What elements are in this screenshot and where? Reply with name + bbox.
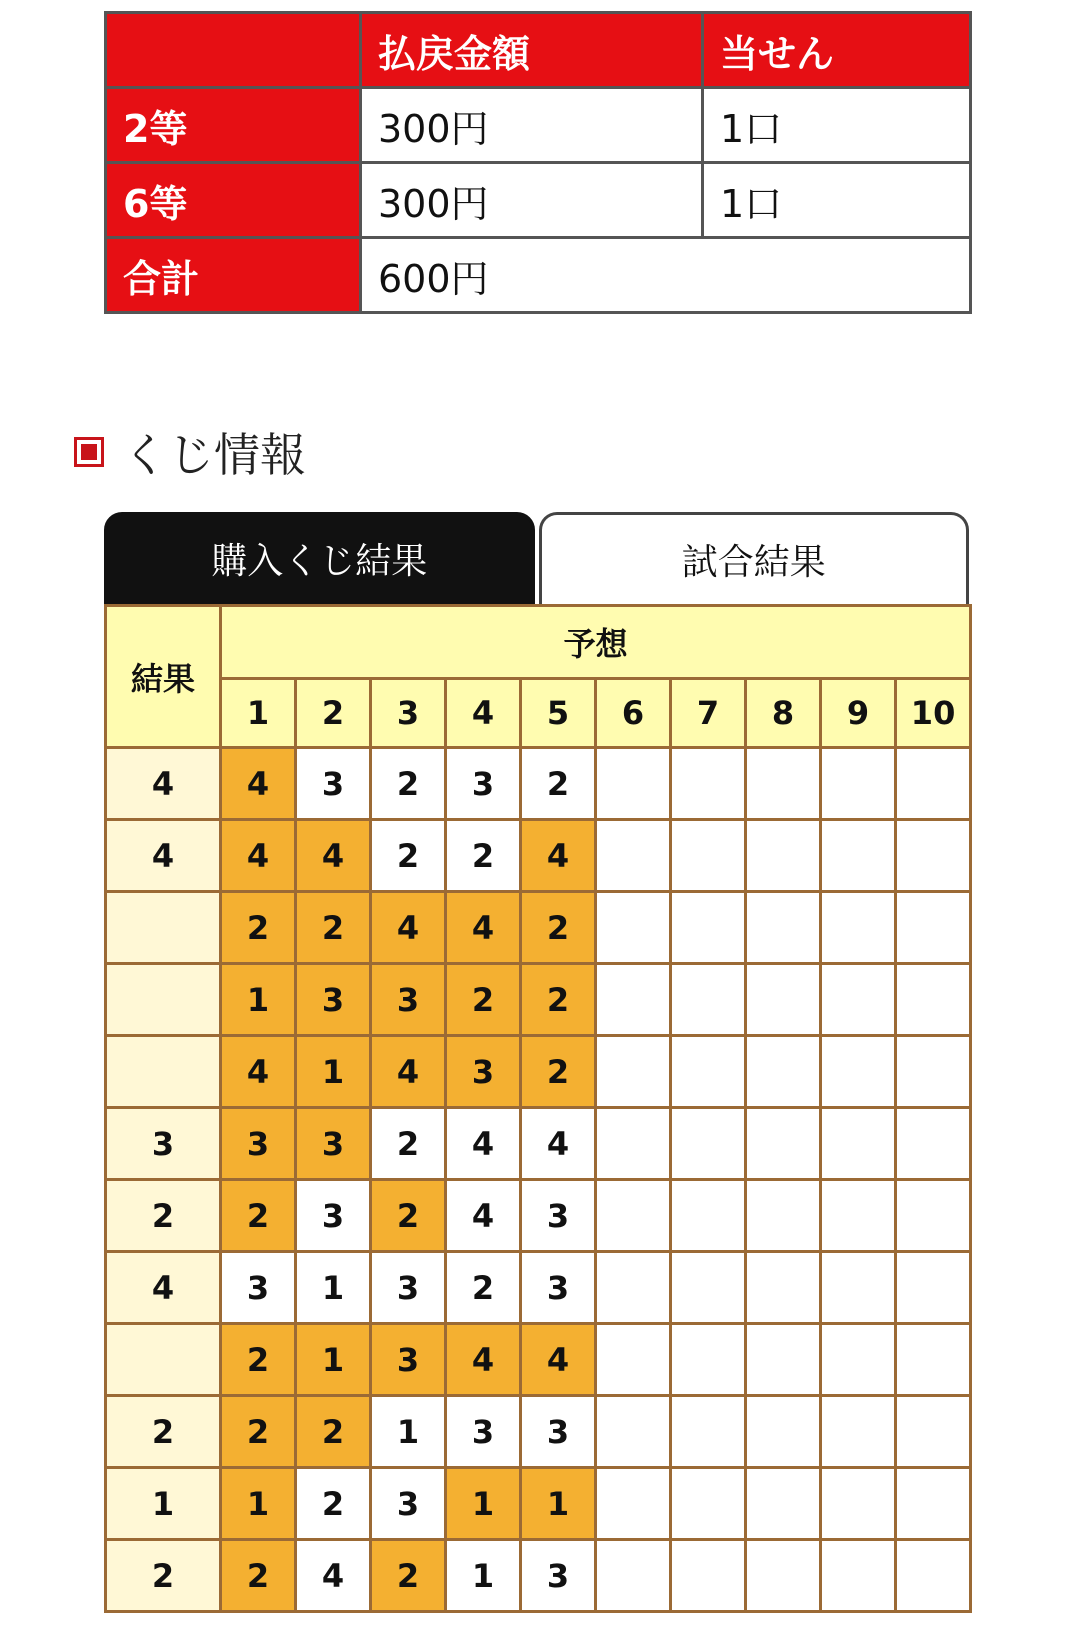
pick-cell: 3 <box>296 1180 371 1252</box>
result-cell <box>106 892 221 964</box>
pick-cell-hit: 3 <box>446 1036 521 1108</box>
pick-cell-hit: 4 <box>446 892 521 964</box>
pick-cell: 3 <box>446 1396 521 1468</box>
grid-row <box>106 1396 971 1468</box>
tab-purchased-results[interactable]: 購入くじ結果 <box>104 512 535 604</box>
empty-cell <box>746 820 821 892</box>
payout-total-row <box>106 238 971 313</box>
empty-cell <box>746 892 821 964</box>
pick-cell: 2 <box>371 820 446 892</box>
payout-row <box>106 163 971 238</box>
empty-cell <box>671 1540 746 1612</box>
pick-cell: 4 <box>446 1108 521 1180</box>
pick-cell: 4 <box>296 1540 371 1612</box>
pick-cell: 3 <box>521 1540 596 1612</box>
pick-cell: 2 <box>521 748 596 820</box>
result-cell: 2 <box>106 1396 221 1468</box>
pick-cell: 2 <box>371 748 446 820</box>
pick-cell-hit: 2 <box>296 1396 371 1468</box>
pick-cell-hit: 2 <box>521 892 596 964</box>
empty-cell <box>821 1540 896 1612</box>
column-number: 6 <box>596 679 671 748</box>
empty-cell <box>746 964 821 1036</box>
empty-cell <box>596 1252 671 1324</box>
empty-cell <box>671 1324 746 1396</box>
pick-cell-hit: 2 <box>221 1540 296 1612</box>
pick-cell: 3 <box>371 1468 446 1540</box>
tab-match-results[interactable]: 試合結果 <box>539 512 970 604</box>
pick-cell-hit: 3 <box>296 964 371 1036</box>
pick-cell-hit: 2 <box>521 1036 596 1108</box>
empty-cell <box>821 820 896 892</box>
pick-cell: 3 <box>296 748 371 820</box>
pick-cell-hit: 2 <box>446 964 521 1036</box>
total-amount: 600円 <box>361 238 971 313</box>
empty-cell <box>596 892 671 964</box>
empty-cell <box>596 1036 671 1108</box>
prediction-header: 予想 <box>221 606 971 679</box>
pick-cell-hit: 4 <box>221 1036 296 1108</box>
empty-cell <box>596 1396 671 1468</box>
pick-cell-hit: 2 <box>371 1180 446 1252</box>
grid-row <box>106 1252 971 1324</box>
pick-cell: 3 <box>521 1180 596 1252</box>
empty-cell <box>596 820 671 892</box>
pick-cell-hit: 2 <box>521 964 596 1036</box>
grid-row <box>106 1324 971 1396</box>
result-cell <box>106 1036 221 1108</box>
pick-cell-hit: 4 <box>221 820 296 892</box>
pick-cell: 2 <box>296 1468 371 1540</box>
empty-cell <box>746 1252 821 1324</box>
column-number: 10 <box>896 679 971 748</box>
pick-cell-hit: 4 <box>296 820 371 892</box>
empty-cell <box>746 1036 821 1108</box>
pick-cell: 3 <box>521 1396 596 1468</box>
payout-header-count: 当せん <box>703 13 971 88</box>
payout-header-amount: 払戻金額 <box>361 13 703 88</box>
pick-cell-hit: 4 <box>521 1324 596 1396</box>
result-cell: 2 <box>106 1540 221 1612</box>
result-tabs <box>104 512 969 604</box>
pick-cell-hit: 2 <box>221 892 296 964</box>
empty-cell <box>746 1108 821 1180</box>
result-cell <box>106 964 221 1036</box>
pick-cell: 3 <box>221 1252 296 1324</box>
pick-cell-hit: 3 <box>296 1108 371 1180</box>
column-number: 4 <box>446 679 521 748</box>
empty-cell <box>671 964 746 1036</box>
payout-header-row <box>106 13 971 88</box>
column-number: 5 <box>521 679 596 748</box>
empty-cell <box>596 748 671 820</box>
grid-header-row <box>106 606 971 679</box>
grid-row <box>106 820 971 892</box>
empty-cell <box>896 1468 971 1540</box>
empty-cell <box>896 820 971 892</box>
empty-cell <box>821 1468 896 1540</box>
pick-cell-hit: 4 <box>371 1036 446 1108</box>
prediction-grid <box>104 604 972 1613</box>
empty-cell <box>671 892 746 964</box>
pick-cell: 1 <box>446 1540 521 1612</box>
empty-cell <box>671 748 746 820</box>
empty-cell <box>821 964 896 1036</box>
column-number: 7 <box>671 679 746 748</box>
pick-cell: 3 <box>446 748 521 820</box>
empty-cell <box>896 1252 971 1324</box>
empty-cell <box>671 1468 746 1540</box>
pick-cell-hit: 4 <box>521 820 596 892</box>
grid-row <box>106 1180 971 1252</box>
empty-cell <box>821 1396 896 1468</box>
empty-cell <box>896 964 971 1036</box>
red-square-icon <box>74 437 104 467</box>
empty-cell <box>746 748 821 820</box>
payout-table <box>104 11 972 314</box>
pick-cell-hit: 4 <box>371 892 446 964</box>
empty-cell <box>896 1540 971 1612</box>
column-number: 3 <box>371 679 446 748</box>
empty-cell <box>821 892 896 964</box>
payout-row <box>106 88 971 163</box>
pick-cell-hit: 4 <box>221 748 296 820</box>
empty-cell <box>896 1324 971 1396</box>
empty-cell <box>671 1036 746 1108</box>
pick-cell-hit: 2 <box>371 1540 446 1612</box>
grid-row <box>106 892 971 964</box>
pick-cell-hit: 3 <box>371 1324 446 1396</box>
empty-cell <box>596 1180 671 1252</box>
grid-row <box>106 1108 971 1180</box>
prize-amount: 300円 <box>361 163 703 238</box>
pick-cell-hit: 1 <box>446 1468 521 1540</box>
empty-cell <box>821 1036 896 1108</box>
prize-count: 1口 <box>703 163 971 238</box>
section-title: くじ情報 <box>122 428 306 482</box>
empty-cell <box>746 1396 821 1468</box>
empty-cell <box>821 1252 896 1324</box>
grid-row <box>106 748 971 820</box>
pick-cell-hit: 1 <box>296 1324 371 1396</box>
empty-cell <box>821 1108 896 1180</box>
empty-cell <box>896 1108 971 1180</box>
pick-cell-hit: 4 <box>446 1324 521 1396</box>
pick-cell-hit: 3 <box>371 964 446 1036</box>
pick-cell: 2 <box>371 1108 446 1180</box>
result-cell: 2 <box>106 1180 221 1252</box>
pick-cell-hit: 1 <box>221 964 296 1036</box>
empty-cell <box>746 1540 821 1612</box>
pick-cell: 1 <box>296 1252 371 1324</box>
empty-cell <box>746 1324 821 1396</box>
pick-cell-hit: 1 <box>296 1036 371 1108</box>
total-label: 合計 <box>106 238 361 313</box>
empty-cell <box>896 1396 971 1468</box>
result-header: 結果 <box>106 606 221 748</box>
grid-row <box>106 1468 971 1540</box>
empty-cell <box>596 1108 671 1180</box>
empty-cell <box>671 1396 746 1468</box>
result-cell: 4 <box>106 748 221 820</box>
section-heading <box>74 422 306 482</box>
empty-cell <box>821 1180 896 1252</box>
column-number: 8 <box>746 679 821 748</box>
empty-cell <box>596 1468 671 1540</box>
empty-cell <box>896 892 971 964</box>
empty-cell <box>821 1324 896 1396</box>
empty-cell <box>896 1180 971 1252</box>
grid-row <box>106 964 971 1036</box>
pick-cell-hit: 2 <box>221 1180 296 1252</box>
pick-cell-hit: 1 <box>221 1468 296 1540</box>
pick-cell-hit: 2 <box>221 1324 296 1396</box>
result-cell: 1 <box>106 1468 221 1540</box>
pick-cell-hit: 1 <box>521 1468 596 1540</box>
pick-cell: 3 <box>521 1252 596 1324</box>
empty-cell <box>746 1468 821 1540</box>
pick-cell: 4 <box>446 1180 521 1252</box>
result-cell: 3 <box>106 1108 221 1180</box>
pick-cell: 3 <box>371 1252 446 1324</box>
column-number-row <box>106 679 971 748</box>
result-cell <box>106 1324 221 1396</box>
empty-cell <box>671 1108 746 1180</box>
column-number: 1 <box>221 679 296 748</box>
prize-label: 6等 <box>106 163 361 238</box>
payout-header-blank <box>106 13 361 88</box>
empty-cell <box>596 1540 671 1612</box>
pick-cell: 4 <box>521 1108 596 1180</box>
column-number: 2 <box>296 679 371 748</box>
result-cell: 4 <box>106 820 221 892</box>
empty-cell <box>896 1036 971 1108</box>
grid-row <box>106 1036 971 1108</box>
empty-cell <box>596 964 671 1036</box>
pick-cell: 2 <box>446 1252 521 1324</box>
pick-cell: 1 <box>371 1396 446 1468</box>
prize-amount: 300円 <box>361 88 703 163</box>
pick-cell-hit: 2 <box>221 1396 296 1468</box>
empty-cell <box>596 1324 671 1396</box>
empty-cell <box>671 1180 746 1252</box>
prize-count: 1口 <box>703 88 971 163</box>
empty-cell <box>671 820 746 892</box>
pick-cell-hit: 3 <box>221 1108 296 1180</box>
result-cell: 4 <box>106 1252 221 1324</box>
pick-cell: 2 <box>446 820 521 892</box>
empty-cell <box>746 1180 821 1252</box>
empty-cell <box>821 748 896 820</box>
column-number: 9 <box>821 679 896 748</box>
empty-cell <box>671 1252 746 1324</box>
prize-label: 2等 <box>106 88 361 163</box>
empty-cell <box>896 748 971 820</box>
grid-row <box>106 1540 971 1612</box>
pick-cell-hit: 2 <box>296 892 371 964</box>
